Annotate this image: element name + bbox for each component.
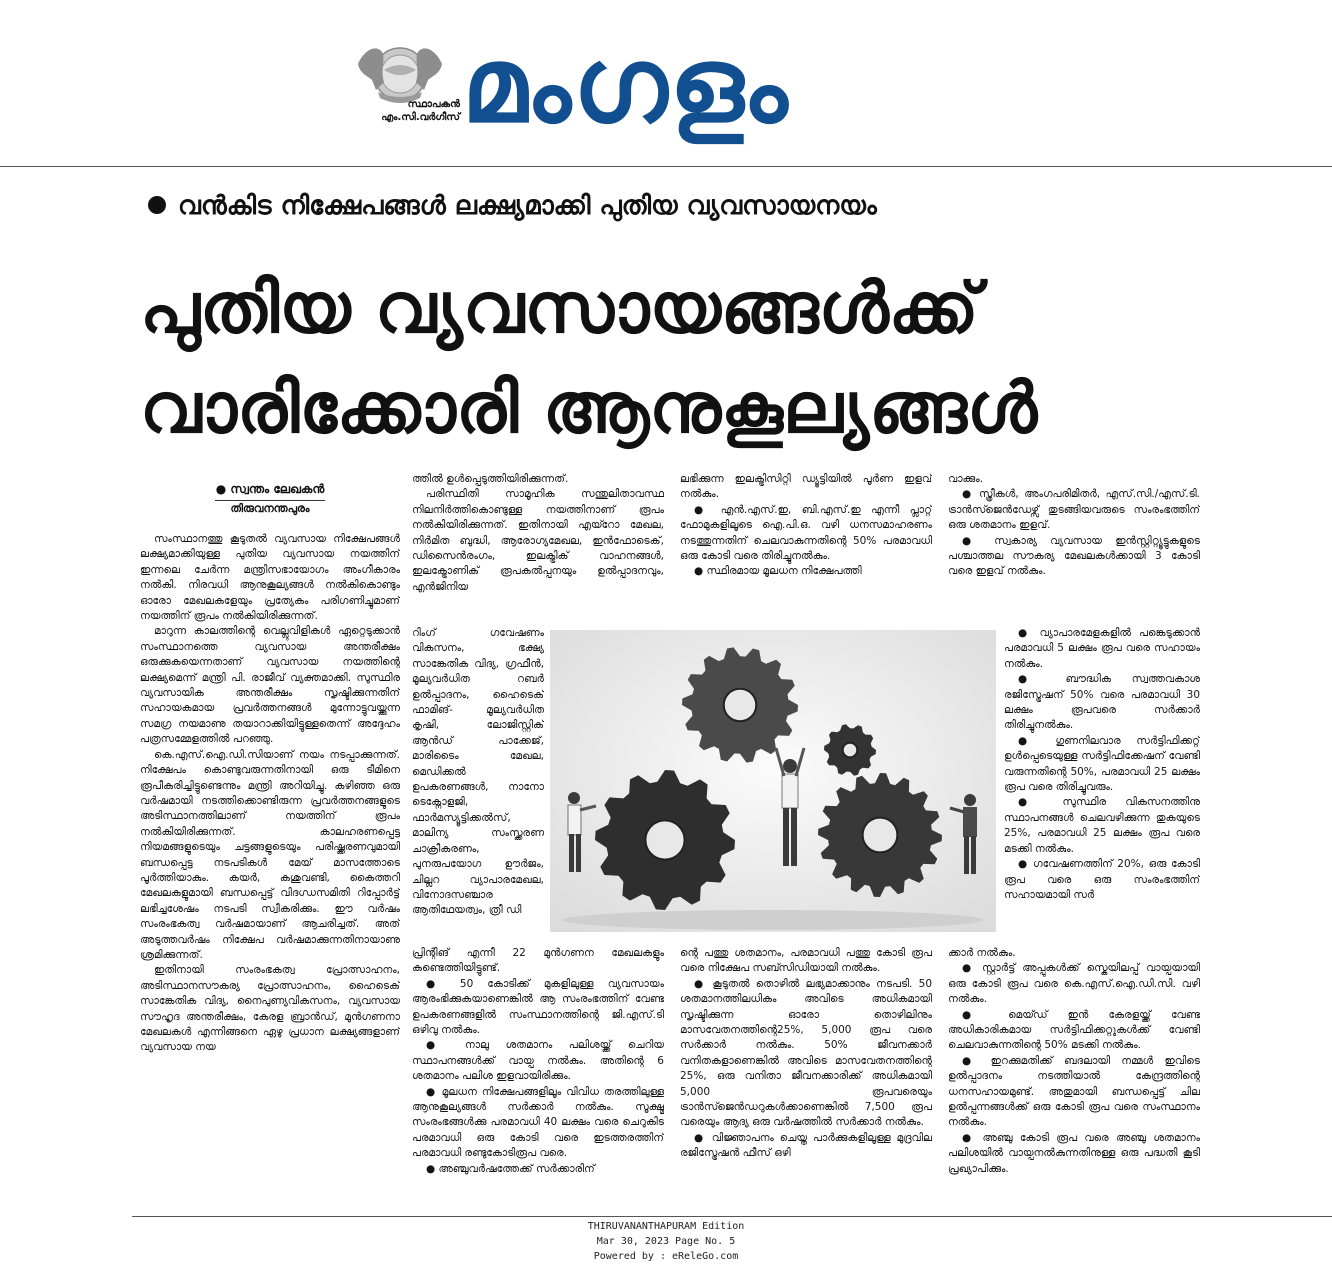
paragraph: സംസ്ഥാനത്തു കൂടുതൽ വ്യവസായ നിക്ഷേപങ്ങൾ ലക്ഷ്യമാക്കിയുള്ള പുതിയ വ്യവസായ നയത്തിന് ഇന്നലെ ചേർന്ന മന്ത്രിസഭായോഗം അംഗീകാരം നൽകി. നിരവധി ആനുകൂല്യങ്ങൾ നൽകികൊണ്ടും ഓരോ മേഖലകളേയും പ്രത്യേകം പരിഗണിച്ചുമാണ് നയത്തിന് രൂപം നൽകിയിരിക്കുന്നത്. bbox=[140, 533, 400, 623]
paragraph: പ്രിന്റിങ് എന്നീ 22 മുൻഗണന മേഖലകളും കണ്ടെത്തിയിട്ടുണ്ട്. bbox=[412, 947, 664, 975]
paragraph: ഇതിനായി സംരംഭകത്വ പ്രോത്സാഹനം, അടിസ്ഥാനസൗകര്യ പ്രോത്സാഹനം, ഹൈടെക് സാങ്കേതിക വിദ്യ, നൈപുണ്യവികസനം, വ്യവസായ സൗഹൃദ അന്തരീക്ഷം, കേരള ബ്രാൻഡ്, മുൻഗണനാ മേഖലകൾ എന്നിങ്ങനെ ഏഴു പ്രധാന ലക്ഷ്യങ്ങളാണ് വ്യവസായ നയ bbox=[140, 964, 400, 1054]
paragraph: ക്കാർ നൽകും. bbox=[948, 947, 1016, 959]
bullet-point: ● സ്റ്റാർട്ട് അപ്പുകൾക്ക് സ്കെയിലപ്പ് വായ്പയായി ഒരു കോടി രൂപ വരെ കെ.എസ്.ഐ.ഡി.സി. വഴി നൽകും. bbox=[948, 962, 1200, 1006]
bullet-point: ● കൂടുതൽ തൊഴിൽ ലഭ്യമാക്കാനും നടപടി. 50 ശതമാനത്തിലധികം അവിടെ അധികമായി സൃഷ്ടിക്കുന്ന ഓരോ തൊഴിലിനും മാസവേതനത്തിന്റെ25%, 5,000 രൂപ വരെ സർക്കാർ നൽകും. 50% ജീവനക്കാർ വനിതകളാണെങ്കിൽ അവിടെ മാസവേതനത്തിന്റെ 25%, ഒരു വനിതാ ജീവനക്കാരിക്ക് അധികമായി 5,000 രൂപവരെയും ട്രാൻസ്ജെൻഡറുകൾക്കാണെങ്കിൽ 7,500 രൂപ വരെയും ആദ്യ ഒരു വർഷത്തിൽ സർക്കാർ നൽകും. bbox=[680, 977, 932, 1129]
footer bbox=[0, 1219, 1332, 1264]
article-column-4-bottom bbox=[948, 946, 1200, 1214]
article-column-3-top bbox=[680, 472, 932, 626]
bullet-point: ● മെയ്ഡ് ഇൻ കേരളയ്ക്ക് വേണ്ട അധികാരികമായ സർട്ടിഫിക്കറ്റുകൾക്ക് വേണ്ടി ചെലവാകുന്നതിന്റെ 50% മടക്കി നൽകും. bbox=[948, 1008, 1200, 1052]
headline-line-1: പുതിയ വ്യവസായങ്ങൾക്ക് bbox=[140, 267, 979, 349]
paragraph: ലഭിക്കുന്ന ഇലക്ട്രിസിറ്റി ഡ്യൂട്ടിയിൽ പൂർണ ഇളവ് നൽകും. bbox=[680, 473, 932, 501]
article-column-4-top bbox=[948, 472, 1200, 626]
newspaper-name: മംഗളം bbox=[462, 24, 790, 146]
byline bbox=[140, 480, 400, 517]
headline-line-2: വാരിക്കോരി ആനുകൂല്യങ്ങൾ bbox=[140, 367, 1038, 449]
footer-divider bbox=[132, 1216, 1332, 1217]
masthead bbox=[0, 0, 1332, 166]
paragraph: ത്തിൽ ഉൾപ്പെടുത്തിയിരിക്കുന്നത്. bbox=[412, 473, 569, 485]
paragraph: കെ.എസ്.ഐ.ഡി.സിയാണ് നയം നടപ്പാക്കുന്നത്. നിക്ഷേപം കൊണ്ടുവരുന്നതിനായി ഒരു ടീമിനെ രൂപീകരിച്ചിട്ടുണ്ടെന്നും മന്ത്രി അറിയിച്ചു. കഴിഞ്ഞ ഒരു വർഷമായി നടത്തിക്കൊണ്ടിരുന്ന പ്രവർത്തനങ്ങളുടെ അടിസ്ഥാനത്തിലാണ് നയത്തിന് രൂപം നൽകിയിരിക്കുന്നത്. കാലഹരണപ്പെട്ട നിയമങ്ങളുടെയും ചട്ടങ്ങളുടെയും പരിഷ്ക്കരണവുമായി ബന്ധപ്പെട്ട നടപടികൾ മേയ് മാസത്തോടെ പൂർത്തിയാകും. കയർ, കശുവണ്ടി, കൈത്തറി മേഖലകളുമായി ബന്ധപ്പെട്ട് വിദഗ്ധസമിതി റിപ്പോർട്ട് ലഭിച്ചശേഷം നടപടി സ്വീകരിക്കും. ഈ വർഷം സംരംഭകത്വ വർഷമായാണ് ആചരിച്ചത്. അത് അടുത്തവർഷം നിക്ഷേപ വർഷമാക്കുന്നതിനായാണു ശ്രമിക്കുന്നത്. bbox=[140, 748, 400, 961]
footer-powered-by: Powered by : eReleGo.com bbox=[593, 1251, 739, 1262]
bullet-point: ● ഗുണനിലവാര സർട്ടിഫിക്കറ്റ് ഉൾപ്പെടെയുള്ള സർട്ടിഫിക്കേഷന് വേണ്ടി വരുന്നതിന്റെ 50%, പരമാവധി 25 ലക്ഷം രൂപ വരെ തിരിച്ചുവരും. bbox=[1004, 734, 1200, 794]
bullet-point: ● അഞ്ചു കോടി രൂപ വരെ അഞ്ചു ശതമാനം പലിശയിൽ വായ്പനൽകുന്നതിനുള്ള ഒരു പദ്ധതി കൂടി പ്രഖ്യാപിക്കും. bbox=[948, 1131, 1200, 1175]
bullet-point: ● 50 കോടിക്ക് മുകളിലുള്ള വ്യവസായം ആരംഭിക്കുകയാണെങ്കിൽ ആ സംരംഭത്തിന് വേണ്ട ഉപകരണങ്ങളിൽ സംസ്ഥാനത്തിന്റെ ജി.എസ്.ടി ഒഴിവു നൽകും. bbox=[412, 977, 664, 1037]
article-column-4-middle bbox=[1004, 626, 1200, 946]
byline-place: തിരുവനന്തപുരം bbox=[230, 502, 310, 515]
bullet-point: ● ബൗദ്ധിക സ്വത്തവകാശ രജിസ്ട്രേഷന് 50% വരെ പരമാവധി 30 ലക്ഷം രൂപവരെ സർക്കാർ തിരിച്ചുനൽകും. bbox=[1004, 673, 1200, 732]
gear-left-hub bbox=[645, 820, 684, 859]
bullet-point: ● മൂലധന നിക്ഷേപങ്ങളിലൂം വിവിധ തരത്തിലുള്ള ആനുകൂല്യങ്ങൾ സർക്കാർ നൽകും. സൂക്ഷ്മ സംരംഭങ്ങൾക്കു പരമാവധി 40 ലക്ഷം വരെ ചെറുകിട പരമാവധി ഒരു കോടി വരെ ഇടത്തരത്തിന് പരമാവധി രണ്ടുകോടിരൂപ വരെ. bbox=[412, 1085, 664, 1160]
paragraph: റിംഗ് ഗവേഷണം വികസനം, ഭക്ഷ്യ സാങ്കേതിക വിദ്യ, ഗ്രഫീൻ, മൂല്യവർധിത റബർ ഉൽപ്പാദനം, ഹൈടെക് ഫാമിങ്- മൂല്യവർധിത കൃഷി, ലോജിസ്റ്റിക് ആൻഡ് പാക്കേജ്, മാരിടൈം മേഖല, മെഡിക്കൽ ഉപകരണങ്ങൾ, നാനോ ടെക്നോളജി, ഫാർമസ്യൂട്ടിക്കൽസ്, മാലിന്യ സംസ്ക്കരണ ചാക്രീകരണം, പുനരുപയോഗ ഊർജം, ചില്ലറ വ്യാപാരമേഖല, വിനോദസഞ്ചാര ആതിഥേയത്വം, ത്രീ ഡി bbox=[412, 627, 544, 917]
byline-author: ● സ്വന്തം ലേഖകൻ bbox=[215, 482, 325, 496]
bullet-point: ● സ്ത്രീകൾ, അംഗപരിമിതർ, എസ്.സി./എസ്.ടി. ട്രാൻസ്ജെൻഡേഴ്സ് തുടങ്ങിയവരുടെ സംരംഭത്തിന് ഒരു ശതമാനം ഇളവ്. bbox=[948, 488, 1200, 532]
bullet-point: ● ഇറക്കുമതിക്ക് ബദലായി നമ്മൾ ഇവിടെ ഉൽപ്പാദനം നടത്തിയാൽ കേന്ദ്രത്തിന്റെ ധനസഹായമുണ്ട്. അതുമായി ബന്ധപ്പെട്ട് ചില ഉൽപ്പന്നങ്ങൾക്ക് ഒരു കോടി രൂപ വരെ സംസ്ഥാനം നൽകും. bbox=[948, 1054, 1200, 1129]
footer-edition: THIRUVANANTHAPURAM Edition bbox=[587, 1221, 745, 1232]
article-column-2-bottom bbox=[412, 946, 664, 1214]
gear-top-hub bbox=[724, 689, 756, 721]
gears-illustration-photo bbox=[550, 630, 996, 932]
article-column-2-top bbox=[412, 472, 664, 626]
paragraph: ന്റെ പത്തു ശതമാനം, പരമാവധി പത്തു കോടി രൂപ വരെ നിക്ഷേപ സബ്സിഡിയായി നൽകും. bbox=[680, 947, 932, 975]
article-column-1 bbox=[140, 532, 400, 1214]
gear-right-hub bbox=[863, 818, 898, 853]
article-column-3-bottom bbox=[680, 946, 932, 1214]
kicker-bullet-icon bbox=[148, 196, 166, 214]
bullet-point: ● വ്യാപാരമേളകളിൽ പങ്കെടുക്കാൻ പരമാവധി 5 ലക്ഷം രൂപ വരെ സഹായം നൽകും. bbox=[1004, 627, 1200, 670]
founder-label: സ്ഥാപകൻ bbox=[407, 99, 460, 110]
bullet-point: ● സ്ഥിരമായ മൂലധന നിക്ഷേപത്തി bbox=[694, 565, 862, 578]
masthead-divider bbox=[0, 166, 1332, 167]
bullet-point: ● ഗവേഷണത്തിന് 20%, ഒരു കോടി രൂപ വരെ ഒരു സംരംഭത്തിന് സഹായമായി സർ bbox=[1004, 858, 1200, 901]
founder-name: എം.സി.വർഗീസ് bbox=[381, 112, 460, 123]
bullet-point: ● നാലു ശതമാനം പലിശയ്ക്ക് ചെറിയ സ്ഥാപനങ്ങൾക്ക് വായ്പ നൽകും. അതിന്റെ 6 ശതമാനം പലിശ ഇളവായിരിക്കും. bbox=[412, 1039, 664, 1083]
paragraph: പരിസ്ഥിതി സാമൂഹിക സന്തുലിതാവസ്ഥ നിലനിർത്തികൊണ്ടുള്ള നയത്തിനാണ് രൂപം നൽകിയിരിക്കുന്നത്. ഇതിനായി എയ്റോ മേഖല, നിർമിത ബുദ്ധി, ആരോഗ്യമേഖല, ഇൻഫോടെക്, ഡിസൈൻരംഗം, ഇലക്ട്രിക് വാഹനങ്ങൾ, ഇലക്ട്രോണിക് രൂപകൽപ്പനയും ഉൽപ്പാദനവും, എൻജിനിയ bbox=[412, 488, 664, 593]
bullet-point: ● സ്വകാര്യ വ്യവസായ ഇൻസ്റ്റിറ്റ്യൂട്ടുകളുടെ പശ്ചാത്തല സൗകര്യ മേഖലകൾക്കായി 3 കോടി വരെ ഇളവ് നൽകും. bbox=[948, 534, 1200, 578]
bullet-point: ● സുസ്ഥിര വികസനത്തിനു സ്ഥാപനങ്ങൾ ചെലവഴിക്കുന്ന തുകയുടെ 25%, പരമാവധി 25 ലക്ഷം രൂപ വരെ മടക്കി നൽകും. bbox=[1004, 796, 1200, 855]
gear-small-hub bbox=[843, 743, 858, 758]
bullet-point: ● എൻ.എസ്.ഇ, ബി.എസ്.ഇ എന്നീ പ്ലാറ്റ് ഫോമുകളിലൂടെ ഐ.പി.ഒ. വഴി ധനസമാഹരണം നടത്തുന്നതിന് ചെലവാകുന്നതിന്റെ 50% പരമാവധി ഒരു കോടി വരെ തിരിച്ചുനൽകും. bbox=[680, 503, 932, 563]
article-column-2-middle bbox=[412, 626, 544, 946]
footer-date-page: Mar 30, 2023 Page No. 5 bbox=[596, 1236, 736, 1247]
paragraph: വാക്കും. bbox=[948, 473, 984, 485]
bullet-point: ● അഞ്ചുവർഷത്തേക്ക് സർക്കാരിന് bbox=[426, 1162, 595, 1175]
paragraph: മാറുന്ന കാലത്തിന്റെ വെല്ലുവിളികൾ ഏറ്റെടുക്കാൻ സംസ്ഥാനത്തെ വ്യവസായ അന്തരീക്ഷം ഒരുക്കുകയെന്നതാണ് വ്യവസായ നയത്തിന്റെ ലക്ഷ്യമെന്ന് മന്ത്രി പി. രാജീവ് വ്യക്തമാക്കി. സുസ്ഥിര വ്യവസായിക അന്തരീക്ഷം സൃഷ്ടിക്കുന്നതിന് സഹായകമായ പ്രവർത്തനങ്ങൾ മുന്നോട്ടുവയ്ക്കുന്ന സമഗ്ര നയമാണു തയാറാക്കിയിട്ടുള്ളതെന്ന് അദ്ദേഹം പത്രസമ്മേളത്തിൽ പറഞ്ഞു. bbox=[140, 625, 400, 746]
article-kicker: വൻകിട നിക്ഷേപങ്ങൾ ലക്ഷ്യമാക്കി പുതിയ വ്യവസായനയം bbox=[178, 191, 877, 221]
bullet-point: ● വിജ്ഞാപനം ചെയ്ത പാർക്കുകളിലൂള്ള മുദ്രവില രജിസ്ട്രേഷൻ ഫീസ് ഒഴി bbox=[680, 1131, 932, 1160]
